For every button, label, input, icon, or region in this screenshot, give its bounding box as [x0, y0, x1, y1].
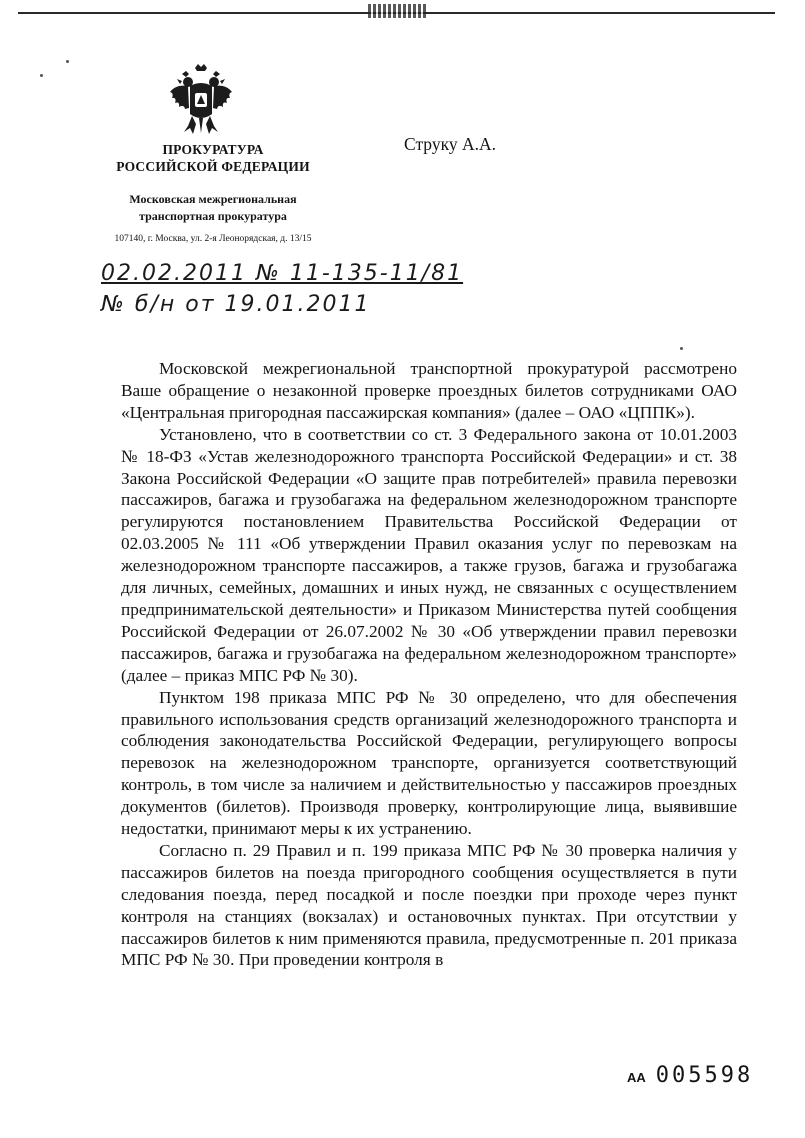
serial-digits: 005598 — [655, 1063, 754, 1088]
body-paragraph: Согласно п. 29 Правил и п. 199 приказа МПС РФ № 30 проверка наличия у пассажиров билетов на поезда пригородного сообщения осуществляется в пути следования поезда, перед посадкой и после поездки при проходе через пункт контроля на станциях (вокзалах) и остановочных пунктах. При отсутствии у пассажиров билетов к ним применяются правила, предусмотренные п. 201 приказа МПС РФ № 30. При проведении контроля в — [121, 840, 737, 970]
body-paragraph: Установлено, что в соответствии со ст. 3 Федерального закона от 10.01.2003 № 18-ФЗ «Устав железнодорожного транспорта Российской Федерации» и ст. 38 Закона Российской Федерации «О защите прав потребителей» правила перевозки пассажиров, багажа и грузобагажа на федеральном железнодорожном транспорте регулируются постановлением Правительства Российской Федерации от 02.03.2005 № 111 «Об утверждении Правил оказания услуг по перевозкам на железнодорожном транспорте пассажиров, а также грузов, багажа и грузобагажа для личных, семейных, домашних и иных нужд, не связанных с осуществлением предпринимательской деятельности» и Приказом Министерства путей сообщения Российской Федерации от 26.07.2002 № 30 «Об утверждении правил перевозки пассажиров, багажа и грузобагажа на федеральном железнодорожном транспорте» (далее – приказ МПС РФ № 30). — [121, 424, 737, 685]
form-serial-number — [627, 1063, 753, 1088]
scan-speck — [66, 60, 69, 63]
letter-body — [121, 358, 737, 971]
scan-speck — [680, 347, 683, 350]
sub-organization-heading — [78, 191, 348, 225]
body-paragraph: Московской межрегиональной транспортной прокуратурой рассмотрено Ваше обращение о незаконной проверке проездных билетов сотрудниками ОАО «Центральная пригородная пассажирская компания» (далее – ОАО «ЦППК»). — [121, 359, 737, 422]
recipient-name: Струку А.А. — [404, 134, 496, 154]
double-headed-eagle-icon — [168, 62, 234, 136]
sub-org-line2: транспортная прокуратура — [139, 209, 287, 223]
sub-org-line1: Московская межрегиональная — [129, 192, 297, 206]
org-title-line1: ПРОКУРАТУРА — [162, 142, 264, 157]
scan-header-mark — [368, 4, 426, 18]
serial-prefix: АА — [627, 1070, 646, 1085]
sender-address: 107140, г. Москва, ул. 2-я Леонорядская, д. 13/15 — [114, 234, 312, 244]
org-title-line2: РОССИЙСКОЙ ФЕДЕРАЦИИ — [116, 159, 310, 174]
handwritten-outgoing-number: 02.02.2011 № 11-135-11/81 — [101, 261, 464, 286]
scan-speck — [40, 74, 43, 77]
body-paragraph: Пунктом 198 приказа МПС РФ № 30 определено, что для обеспечения правильного использования средств организаций железнодорожного транспорта и соблюдения законодательства Российской Федерации, регулирующего вопросы перевозок на железнодорожном транспорте, организуется соответствующий контроль, в том числе за наличием и действительностью у пассажиров проездных документов (билетов). Производя проверку, контролирующие лица, выявившие недостатки, принимают меры к их устранению. — [121, 687, 737, 839]
handwritten-reference-number: № б/н от 19.01.2011 — [101, 292, 371, 317]
prosecutor-office-heading — [78, 141, 348, 175]
